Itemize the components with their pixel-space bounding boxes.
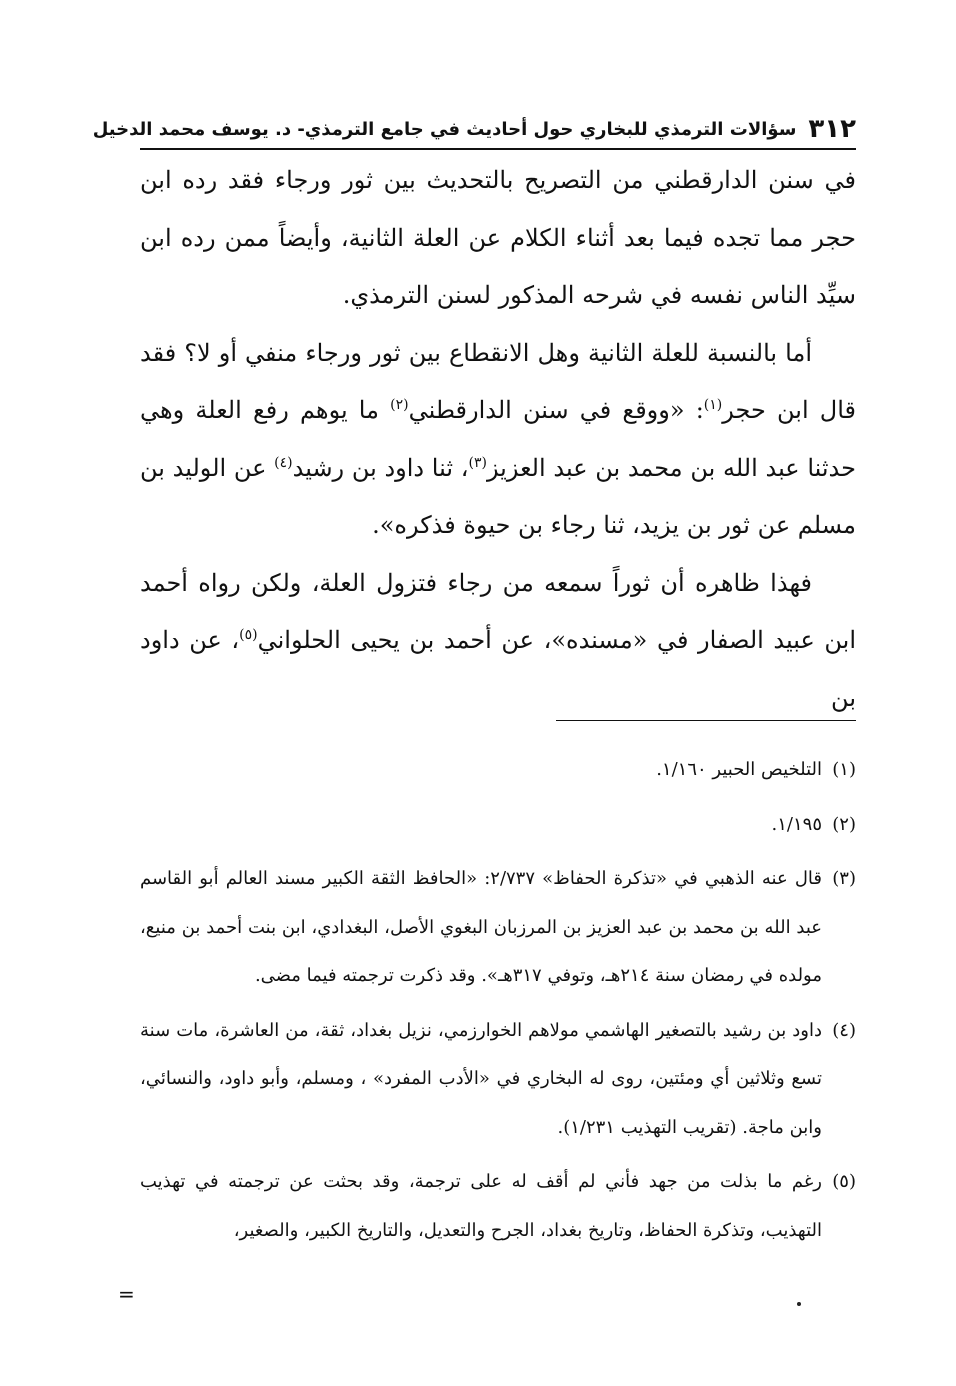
scan-speck (797, 1302, 801, 1306)
footnote-text: رغم ما بذلت من جهد فأني لم أقف له على ترجمة، وقد بحثت عن ترجمته في تهذيب التهذيب، وتذكرة الحفاظ، وتاريخ بغداد، الجرح والتعديل، والتاريخ الكبير، والصغير، (140, 1171, 822, 1241)
running-title: سؤالات الترمذي للبخاري حول أحاديث في جامع الترمذي- د. يوسف محمد الدخيل (92, 119, 797, 140)
main-text (140, 152, 856, 727)
footnote-3 (140, 855, 856, 1001)
paragraph-3-part-b: ، عن داود بن (140, 626, 856, 712)
book-page (92, 0, 856, 1386)
footnote-text: ١/١٩٥. (771, 813, 822, 835)
paragraph-2-part-c: ما يوهم رفع العلة وهي حدثنا عبد الله بن محمد بن عبد العزيز (140, 396, 856, 482)
footnote-4 (140, 1007, 856, 1153)
footnote-5 (140, 1158, 856, 1255)
footnote-number: (٤) (832, 1019, 856, 1041)
footnote-separator (556, 720, 856, 721)
footnote-ref-1[interactable]: (١) (703, 397, 723, 413)
paragraph-2 (140, 325, 856, 555)
footnote-number: (١) (832, 759, 856, 780)
paragraph-2-part-a: أما بالنسبة للعلة الثانية وهل الانقطاع بين ثور ورجاء منفي أو لا؟ فقد قال ابن حجر (140, 338, 856, 424)
footnote-text: التلخيص الحبير ١/١٦٠. (656, 759, 822, 780)
paragraph-2-part-d: ، ثنا داود بن رشيد (292, 453, 469, 482)
footnote-text: قال عنه الذهبي في «تذكرة الحفاظ» ٢/٧٣٧: «الحافظ الثقة الكبير مسند العالم أبو القاسم عبد الله بن محمد بن عبد العزيز بن المرزبان البغوي الأصل، البغدادي، ابن بنت أحمد بن منيع، مولده في رمضان سنة ٢١٤هـ، وتوفي ٣١٧هـ». وقد ذكرت ترجمته فيما مضى. (140, 868, 822, 986)
page-header (92, 100, 856, 150)
footnotes (140, 746, 856, 1261)
page-number: ٣١٢ (808, 114, 856, 144)
paragraph-2-part-e: عن الوليد بن مسلم عن ثور بن يزيد، ثنا رجاء بن حيوة فذكره». (140, 453, 856, 539)
paragraph-3 (140, 555, 856, 728)
paragraph-3-part-a: فهذا ظاهره أن ثوراً سمعه من رجاء فتزول العلة، ولكن رواه أحمد ابن عبيد الصفار في «مسنده»، عن أحمد بن يحيى الحلواني (140, 568, 856, 654)
paragraph-1: في سنن الدارقطني من التصريح بالتحديث بين ثور ورجاء فقد رده ابن حجر مما تجده فيما بعد أثناء الكلام عن العلة الثانية، وأيضاً ممن رده ابن سيِّد الناس نفسه في شرحه المذكور لسنن الترمذي. (140, 166, 856, 309)
continuation-marker: = (118, 1282, 135, 1306)
footnote-number: (٢) (832, 813, 856, 835)
footnote-ref-3[interactable]: (٣) (468, 454, 487, 471)
footnote-ref-4[interactable]: (٤) (274, 454, 293, 471)
paragraph-2-part-b: : «ووقع في سنن الدارقطني (408, 396, 704, 424)
footnote-ref-5[interactable]: (٥) (239, 627, 258, 643)
footnote-number: (٣) (832, 868, 856, 889)
footnote-number: (٥) (832, 1171, 856, 1192)
footnote-1 (140, 746, 856, 795)
footnote-2 (140, 801, 856, 850)
footnote-text: داود بن رشيد بالتصغير الهاشمي مولاهم الخوارزمي، نزيل بغداد، ثقة، من العاشرة، مات سنة تسع وثلاثين أي ومئتين، روى له البخاري في «الأدب المفرد» ، ومسلم، وأبو داود، والنسائي، وابن ماجة. (تقريب التهذيب ١/٢٣١). (140, 1019, 822, 1138)
footnote-ref-2[interactable]: (٢) (390, 397, 409, 413)
